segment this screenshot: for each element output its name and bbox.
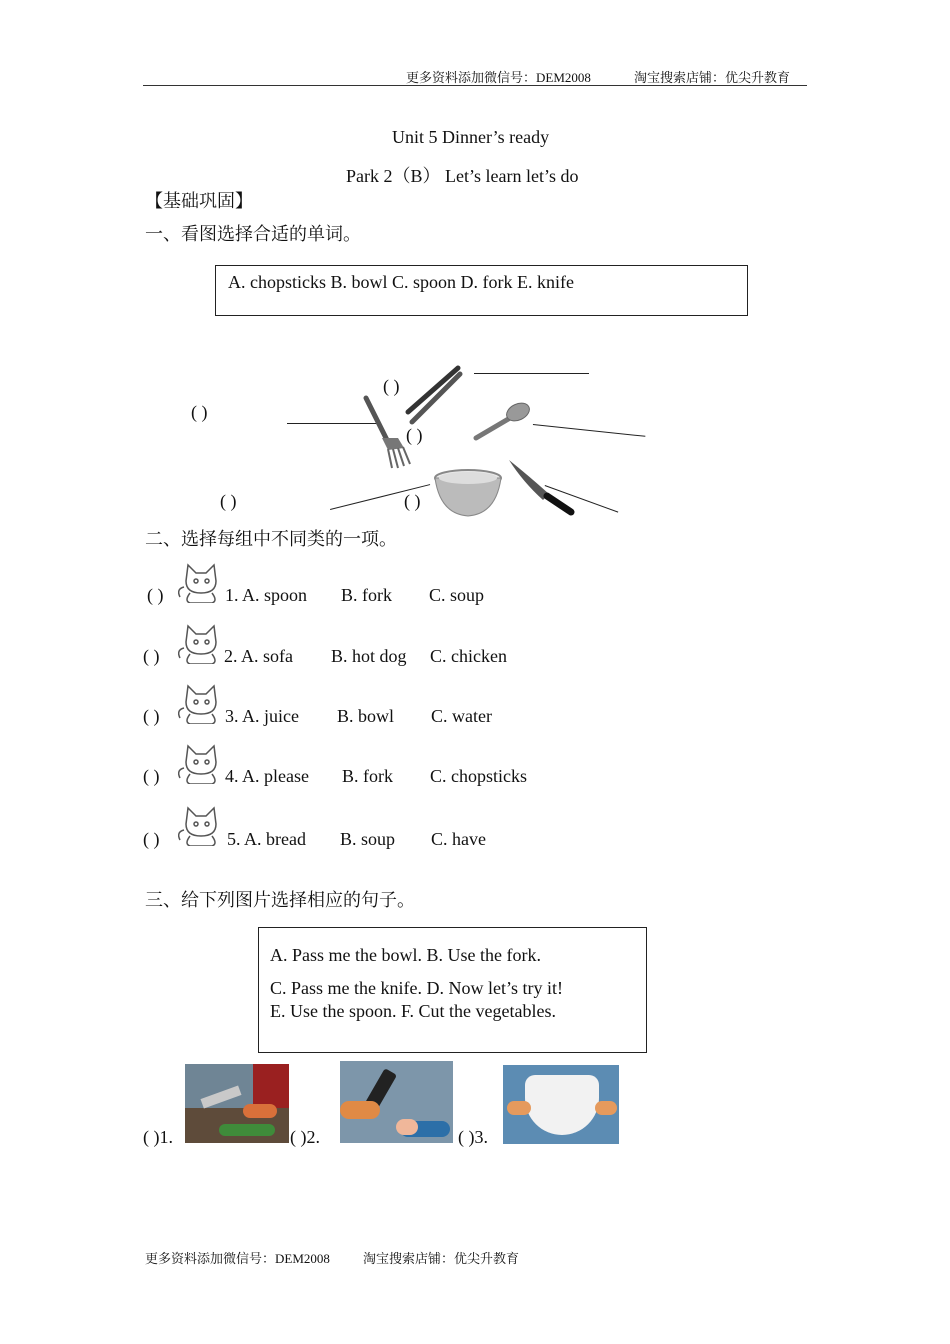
list-item: 5. A. bread (227, 829, 306, 849)
bowl-icon (432, 468, 504, 520)
sentence-line: A. Pass me the bowl. B. Use the fork. (270, 945, 541, 965)
list-item: 3. A. juice (225, 706, 299, 726)
list-item: 4. A. please (225, 766, 309, 786)
sentence-line: E. Use the spoon. F. Cut the vegetables. (270, 1001, 557, 1021)
answer-blank[interactable]: ( ) (143, 766, 160, 786)
list-item: B. bowl (337, 706, 395, 726)
part1-options: A. chopsticks B. bowl C. spoon D. fork E. knife (228, 272, 574, 292)
sentence-line: C. Pass me the knife. D. Now let’s try it! (270, 978, 563, 998)
cutting-vegetables-image (185, 1064, 289, 1143)
cat-icon (176, 559, 226, 603)
page-title: Unit 5 Dinner’s ready (392, 127, 550, 147)
header-wechat: 更多资料添加微信号：DEM2008 (406, 70, 591, 85)
answer-line (474, 373, 589, 374)
list-item: C. have (431, 829, 486, 849)
answer-blank[interactable]: ( ) (143, 646, 160, 666)
cat-icon (176, 620, 226, 664)
answer-blank[interactable]: ( ) (143, 706, 160, 726)
answer-blank[interactable]: ( ) (404, 491, 421, 511)
list-item: B. fork (342, 766, 393, 786)
answer-line (533, 424, 645, 437)
list-item: 2. A. sofa (224, 646, 293, 666)
header-shop: 淘宝搜索店铺：优尖升教育 (634, 70, 791, 85)
passing-bowl-image (503, 1065, 619, 1144)
section-tag: 【基础巩固】 (145, 191, 253, 211)
list-item: C. soup (429, 585, 485, 605)
answer-blank[interactable]: ( )1. (143, 1127, 173, 1147)
list-item: B. hot dog (331, 646, 407, 666)
passing-knife-image (340, 1061, 453, 1143)
answer-blank[interactable]: ( ) (147, 585, 164, 605)
part1-word-box (215, 265, 748, 316)
header-divider (143, 85, 807, 86)
answer-blank[interactable]: ( ) (406, 425, 423, 445)
list-item: C. chicken (430, 646, 507, 666)
cat-icon (176, 740, 226, 784)
spoon-icon (472, 398, 534, 444)
part3-heading: 三、给下列图片选择相应的句子。 (145, 890, 415, 910)
part3-sentence-box (258, 927, 647, 1053)
answer-blank[interactable]: ( )2. (290, 1127, 320, 1147)
answer-blank[interactable]: ( ) (143, 829, 160, 849)
list-item: B. fork (341, 585, 392, 605)
cat-icon (176, 802, 226, 846)
footer-shop: 淘宝搜索店铺：优尖升教育 (363, 1251, 520, 1266)
part2-heading: 二、选择每组中不同类的一项。 (145, 529, 397, 549)
list-item: C. chopsticks (430, 766, 527, 786)
list-item: B. soup (340, 829, 396, 849)
fork-icon (360, 394, 414, 474)
footer-wechat: 更多资料添加微信号：DEM2008 (145, 1251, 330, 1266)
page-subtitle: Park 2（B） Let’s learn let’s do (346, 166, 579, 186)
answer-blank[interactable]: ( ) (220, 491, 237, 511)
answer-blank[interactable]: ( ) (191, 402, 208, 422)
knife-icon (505, 456, 577, 518)
list-item: C. water (431, 706, 492, 726)
answer-blank[interactable]: ( ) (383, 376, 400, 396)
cat-icon (176, 680, 226, 724)
list-item: 1. A. spoon (225, 585, 308, 605)
part1-heading: 一、看图选择合适的单词。 (145, 224, 361, 244)
answer-blank[interactable]: ( )3. (458, 1127, 488, 1147)
